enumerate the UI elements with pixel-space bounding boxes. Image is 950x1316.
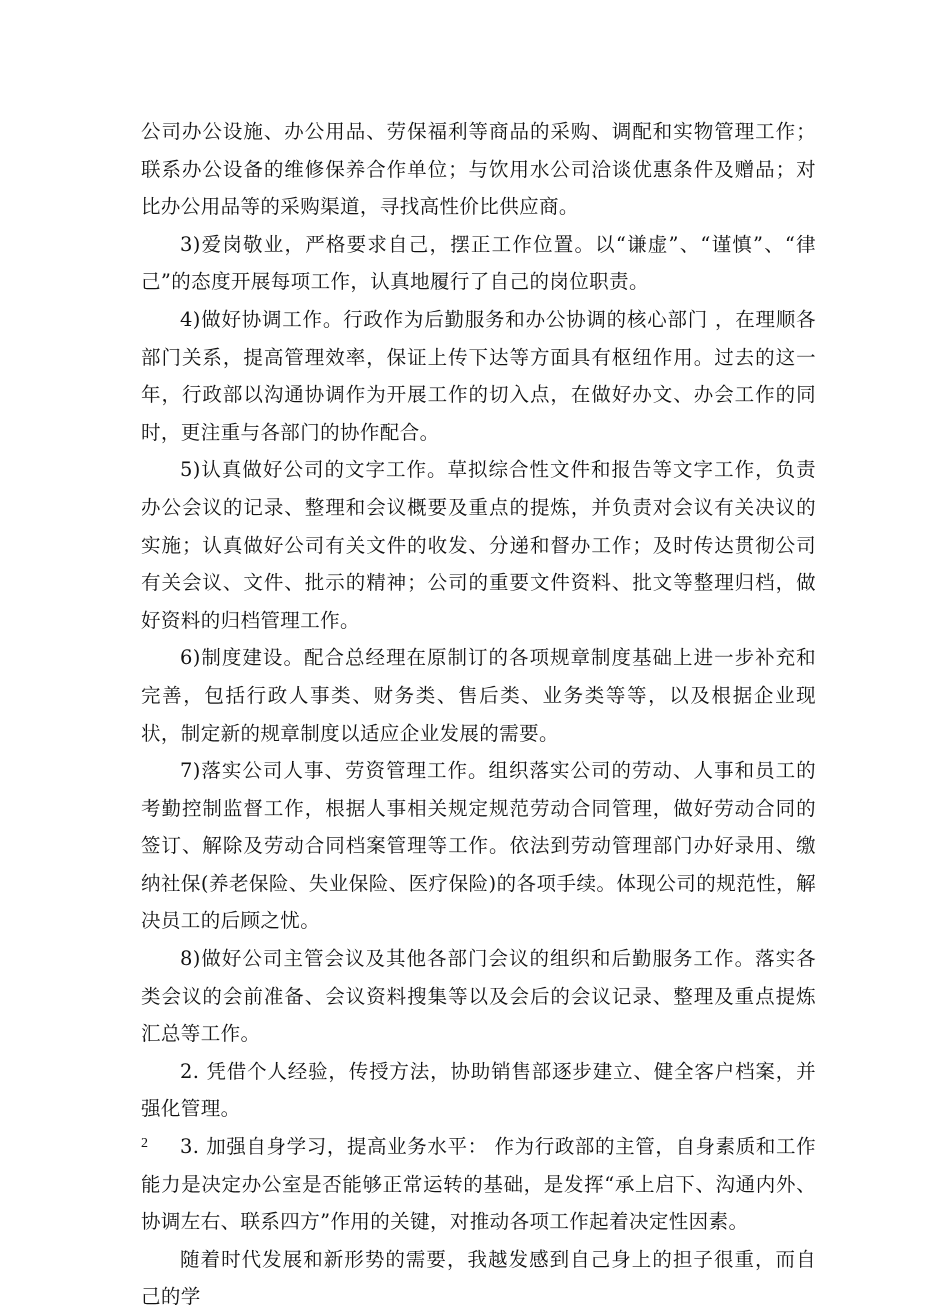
document-body	[141, 113, 816, 1316]
paragraph: 3)爱岗敬业，严格要求自己，摆正工作位置。以“谦虚”、“谨慎”、“律己”的态度开展每项工作，认真地履行了自己的岗位职责。	[141, 232, 816, 294]
paragraph: 公司办公设施、办公用品、劳保福利等商品的采购、调配和实物管理工作；联系办公设备的维修保养合作单位；与饮用水公司洽谈优惠条件及赠品；对比办公用品等的采购渠道，寻找高性价比供应商。	[141, 120, 816, 219]
page-number: 2	[141, 1136, 148, 1151]
paragraph: 7)落实公司人事、劳资管理工作。组织落实公司的劳动、人事和员工的考勤控制监督工作，根据人事相关规定规范劳动合同管理，做好劳动合同的签订、解除及劳动合同档案管理等工作。依法到劳动管理部门办好录用、缴纳社保(养老保险、失业保险、医疗保险)的各项手续。体现公司的规范性，解决员工的后顾之忧。	[141, 759, 816, 933]
paragraph: 4)做好协调工作。行政作为后勤服务和办公协调的核心部门 ，在理顺各部门关系，提高管理效率，保证上传下达等方面具有枢纽作用。过去的这一年，行政部以沟通协调作为开展工作的切入点，在做好办文、办会工作的同时，更注重与各部门的协作配合。	[141, 307, 816, 444]
paragraph: 3. 加强自身学习，提高业务水平： 作为行政部的主管，自身素质和工作能力是决定办公室是否能够正常运转的基础，是发挥“承上启下、沟通内外、协调左右、联系四方”作用的关键，对推动各项工作起着决定性因素。	[141, 1135, 816, 1234]
paragraph: 8)做好公司主管会议及其他各部门会议的组织和后勤服务工作。落实各类会议的会前准备、会议资料搜集等以及会后的会议记录、整理及重点提炼汇总等工作。	[141, 947, 816, 1046]
paragraph: 随着时代发展和新形势的需要，我越发感到自己身上的担子很重，而自己的学	[141, 1247, 816, 1309]
paragraph: 2. 凭借个人经验，传授方法，协助销售部逐步建立、健全客户档案，并强化管理。	[141, 1059, 816, 1121]
paragraph: 6)制度建设。配合总经理在原制订的各项规章制度基础上进一步补充和完善，包括行政人事类、财务类、售后类、业务类等等，以及根据企业现状，制定新的规章制度以适应企业发展的需要。	[141, 646, 816, 745]
paragraph: 5)认真做好公司的文字工作。草拟综合性文件和报告等文字工作，负责办公会议的记录、整理和会议概要及重点的提炼，并负责对会议有关决议的实施；认真做好公司有关文件的收发、分递和督办工作；及时传达贯彻公司有关会议、文件、批示的精神；公司的重要文件资料、批文等整理归档，做好资料的归档管理工作。	[141, 458, 816, 632]
